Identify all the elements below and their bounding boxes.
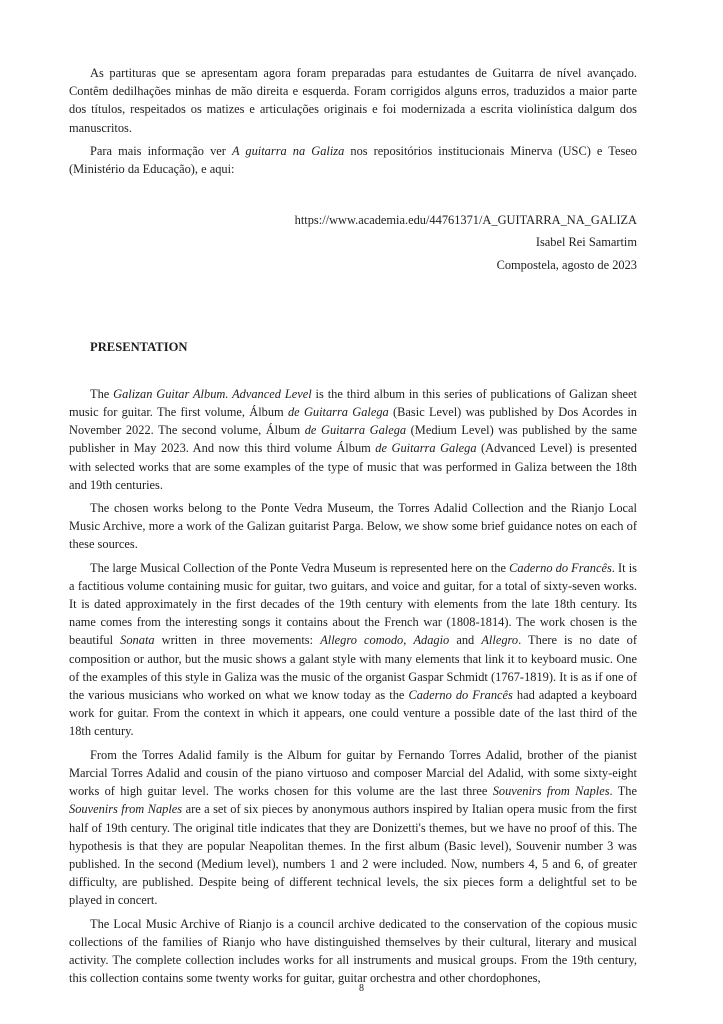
en-paragraph-3: The large Musical Collection of the Ponte Vedra Museum is represented here on the Caderno do Francês. It is a factitious volume containing music for guitar, two guitars, and voice and guitar, for a total of sixty-seven works. It is dated approximately in the first decades of the 19th century with elements from the late 18th century. Its name comes from the interesting songs it contains about the French war (1808-1814). The work chosen is the beautiful Sonata written in three movements: Allegro comodo, Adagio and Allegro. There is no date of composition or author, but the music shows a galant style with many elements that link it to keyboard music. One of the examples of this style in Galiza was the music of the organist Gaspar Schmidt (1767-1819). It is as if one of the various musicians who worked on what we know today as the Caderno do Francês had adapted a keyboard work for guitar. From the context in which it appears, one could venture a possible date of the last third of the 18th century. bbox=[69, 560, 637, 739]
book-title: A guitarra na Galiza bbox=[231, 143, 345, 158]
page-number: 8 bbox=[359, 983, 364, 994]
en-paragraph-1: The Galizan Guitar Album. Advanced Level is the third album in this series of publications of Galizan sheet music for guitar. The first volume, Álbum de Guitarra Galega (Basic Level) was published by Dos Acordes in November 2022. The second volume, Álbum de Guitarra Galega (Medium Level) was published by the same publisher in May 2023. And now this third volume Álbum de Guitarra Galega (Advanced Level) is presented with selected works that are some examples of the type of music that was performed in Galiza between the 18th and 19th centuries. bbox=[69, 386, 637, 492]
en-paragraph-2: The chosen works belong to the Ponte Vedra Museum, the Torres Adalid Collection and the Rianjo Local Music Archive, more a work of the Galizan guitarist Parga. Below, we show some brief guidance notes on each of these sources. bbox=[69, 501, 637, 552]
en-paragraph-5: The Local Music Archive of Rianjo is a council archive dedicated to the conservation of the copious music collections of the families of Rianjo who have distinguished themselves by their cultural, literary and musical activity. The complete collection includes works for all instruments and musical groups. From the 19th century, this collection contains some twenty works for guitar, guitar orchestra and other chordophones, bbox=[69, 916, 637, 986]
pt-paragraph-1: As partituras que se apresentam agora foram preparadas para estudantes de Guitarra de nível avançado. Contêm dedilhações minhas de mão direita e esquerda. Foram corrigidos alguns erros, traduzidos a maior parte dos títulos, respeitados os matizes e articulações originais e foi modernizada a escrita violinística dalgum dos manuscritos. bbox=[69, 66, 637, 135]
section-heading: PRESENTATION bbox=[90, 339, 188, 354]
repository-url: https://www.academia.edu/44761371/A_GUITARRA_NA_GALIZA bbox=[294, 213, 637, 228]
place-date: Compostela, agosto de 2023 bbox=[496, 257, 637, 272]
author-signature: Isabel Rei Samartim bbox=[535, 235, 637, 250]
pt-paragraph-2: Para mais informação ver A guitarra na Galiza nos repositórios institucionais Minerva (USC) e Teseo (Ministério da Educação), e aqui: bbox=[69, 143, 637, 177]
en-paragraph-4: From the Torres Adalid family is the Album for guitar by Fernando Torres Adalid, brother of the pianist Marcial Torres Adalid and cousin of the piano virtuoso and composer Marcial del Adalid, with some sixty-eight works of high guitar level. The works chosen for this volume are the last three Souvenirs from Naples. The Souvenirs from Naples are a set of six pieces by anonymous authors inspired by Italian opera music from the first half of 19th century. The original title indicates that they are Donizetti's themes, but we have no proof of this. The hypothesis is that they are popular Neapolitan themes. In the first album (Basic level), Souvenir number 3 was published. In the second (Medium level), numbers 1 and 2 were included. Now, numbers 4, 5 and 6, of greater difficulty, are published. Despite being of different technical levels, the six pieces form a delightful set to be played in concert. bbox=[69, 747, 637, 908]
